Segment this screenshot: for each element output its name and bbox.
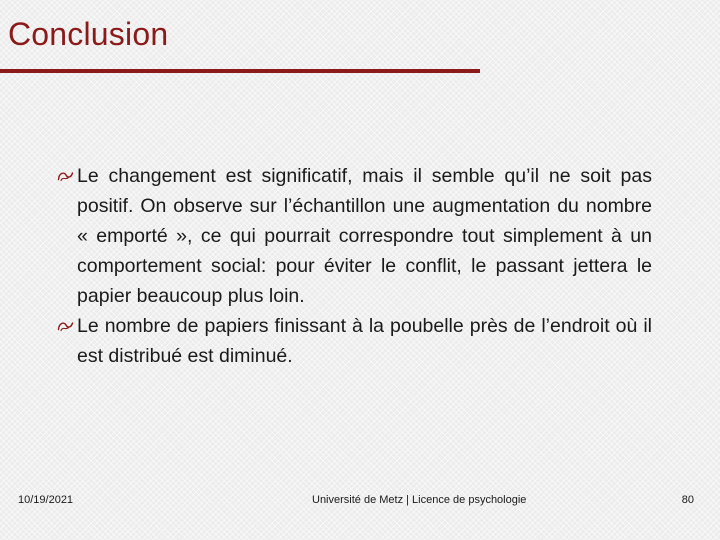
footer-date: 10/19/2021: [18, 494, 74, 506]
slide-title: Conclusion: [8, 16, 169, 52]
bullet-item: [57, 311, 652, 371]
swirl-bullet-icon: [57, 311, 77, 341]
title-underline: [0, 69, 480, 73]
slide-body: [57, 161, 652, 371]
bullet-text: Le nombre de papiers finissant à la poubelle près de l’endroit où il est distribué est diminué.: [77, 315, 652, 367]
bullet-text: Le changement est significatif, mais il semble qu’il ne soit pas positif. On observe sur l’échantillon une augmentation du nombre « emporté », ce qui pourrait correspondre tout simplement à un comportement social: pour éviter le conflit, le passant jettera le papier beaucoup plus loin.: [77, 165, 652, 307]
footer-institution: Université de Metz | Licence de psychologie: [312, 494, 527, 506]
page-number: 80: [681, 494, 694, 506]
swirl-bullet-icon: [57, 161, 77, 191]
bullet-item: [57, 161, 652, 311]
